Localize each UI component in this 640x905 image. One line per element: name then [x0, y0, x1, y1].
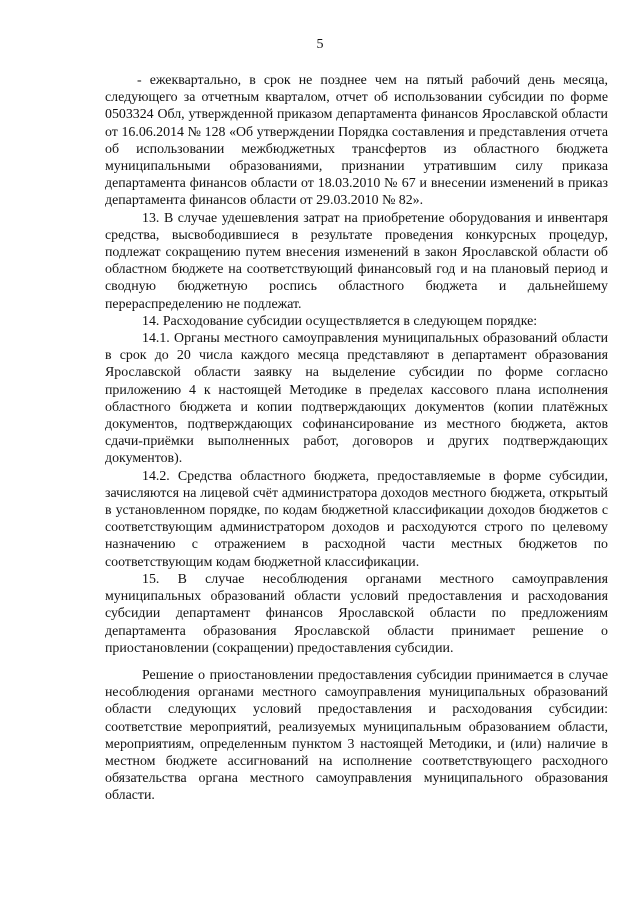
paragraph-15: 15. В случае несоблюдения органами местного самоуправления муниципальных образований области условий предоставления и расходования субсидии департамент финансов Ярославской области по предложениям департамента образования Ярославской области принимает решение о приостановлении (сокращении) предоставления субсидии. [105, 571, 608, 656]
paragraph-14: 14. Расходование субсидии осуществляется в следующем порядке: [142, 313, 538, 329]
page-number: 5 [316, 37, 324, 52]
document-body [105, 72, 608, 805]
paragraph-14-1: 14.1. Органы местного самоуправления муниципальных образований области в срок до 20 числа каждого месяца представляют в департамент образования Ярославской области заявку на выделение субсидии по форме согласно приложению 4 к настоящей Методике в пределах кассового плана исполнения областного бюджета и копии подтверждающих документов (копии платёжных документов, подтверждающих софинансирование из местного бюджета, актов сдачи-приёмки выполненных работ, договоров и других подтверждающих документов). [105, 331, 608, 467]
paragraph-suspension-decision: Решение о приостановлении предоставления субсидии принимается в случае несоблюдения органами местного самоуправления муниципальных образований области следующих условий предоставления и расходования субсидии: соответствие мероприятий, реализуемых муниципальным образованием области, мероприятиям, определенным пунктом 3 настоящей Методики, и (или) наличие в местном бюджете ассигнований на исполнение соответствующего расходного обязательства органа местного самоуправления муниципального образования области. [105, 667, 608, 804]
paragraph-quarterly-report: - ежеквартально, в срок не позднее чем на пятый рабочий день месяца, следующего за отчетным кварталом, отчет об использовании субсидии по форме 0503324 Обл, утвержденной приказом департамента финансов Ярославской области от 16.06.2014 № 128 «Об утверждении Порядка составления и представления отчета об использовании межбюджетных трансфертов из областного бюджета муниципальными образованиями, признании утратившим силу приказа департамента финансов области от 18.03.2010 № 67 и внесении изменений в приказ департамента финансов области от 29.03.2010 № 82». [105, 73, 608, 209]
paragraph-14-2: 14.2. Средства областного бюджета, предоставляемые в форме субсидии, зачисляются на лицевой счёт администратора доходов местного бюджета, открытый в установленном порядке, по кодам бюджетной классификации доходов бюджетов с соответствующим администратором доходов и расходуются строго по целевому назначению с отражением в расходной части местных бюджетов по соответствующим кодам бюджетной классификации. [105, 468, 608, 570]
paragraph-13: 13. В случае удешевления затрат на приобретение оборудования и инвентаря средства, высвободившиеся в результате проведения конкурсных процедур, подлежат сокращению путем внесения изменений в закон Ярославской области об областном бюджете на соответствующий финансовый год и на плановый период и сводную бюджетную роспись областного бюджета и дальнейшему перераспределению не подлежат. [105, 210, 608, 312]
